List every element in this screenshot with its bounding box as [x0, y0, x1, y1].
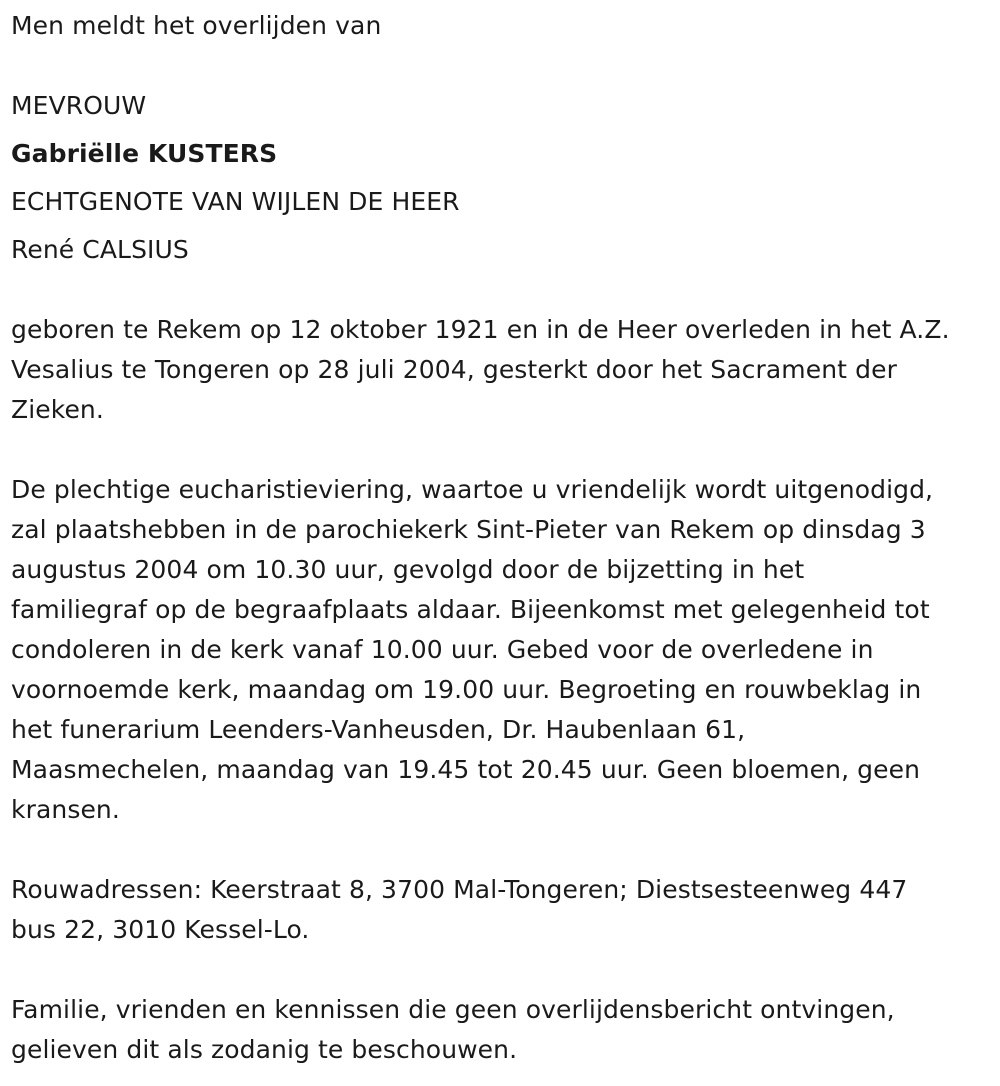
relation-text: ECHTGENOTE VAN WIJLEN DE HEER [11, 187, 460, 216]
paragraph-line: bus 22, 3010 Kessel-Lo. [11, 915, 310, 944]
paragraph-line: geboren te Rekem op 12 oktober 1921 en in de Heer overleden in het A.Z. [11, 315, 950, 344]
paragraph-line: gelieven dit als zodanig te beschouwen. [11, 1035, 518, 1064]
paragraph-line: De plechtige eucharistieviering, waartoe u vriendelijk wordt uitgenodigd, [11, 475, 934, 504]
paragraph-line: condoleren in de kerk vanaf 10.00 uur. Gebed voor de overledene in [11, 635, 874, 664]
paragraph-line: voornoemde kerk, maandag om 19.00 uur. Begroeting en rouwbeklag in [11, 675, 922, 704]
paragraph-line: Maasmechelen, maandag van 19.45 tot 20.45 uur. Geen bloemen, geen [11, 755, 921, 784]
paragraph-line: augustus 2004 om 10.30 uur, gevolgd door de bijzetting in het [11, 555, 805, 584]
paragraph-line: Familie, vrienden en kennissen die geen overlijdensbericht ontvingen, [11, 995, 895, 1024]
intro-text: Men meldt het overlijden van [11, 11, 382, 40]
paragraph-line: familiegraf op de begraafplaats aldaar. Bijeenkomst met gelegenheid tot [11, 595, 930, 624]
paragraph-line: Zieken. [11, 395, 104, 424]
spouse-name: René CALSIUS [11, 235, 189, 264]
paragraph-line: Rouwadressen: Keerstraat 8, 3700 Mal-Tongeren; Diestsesteenweg 447 [11, 875, 908, 904]
title-prefix: MEVROUW [11, 91, 147, 120]
paragraph-line: Vesalius te Tongeren op 28 juli 2004, gesterkt door het Sacrament der [11, 355, 897, 384]
paragraph-line: kransen. [11, 795, 120, 824]
paragraph-line: zal plaatshebben in de parochiekerk Sint-Pieter van Rekem op dinsdag 3 [11, 515, 926, 544]
paragraph-line: het funerarium Leenders-Vanheusden, Dr. Haubenlaan 61, [11, 715, 746, 744]
deceased-name: Gabriëlle KUSTERS [11, 139, 278, 168]
